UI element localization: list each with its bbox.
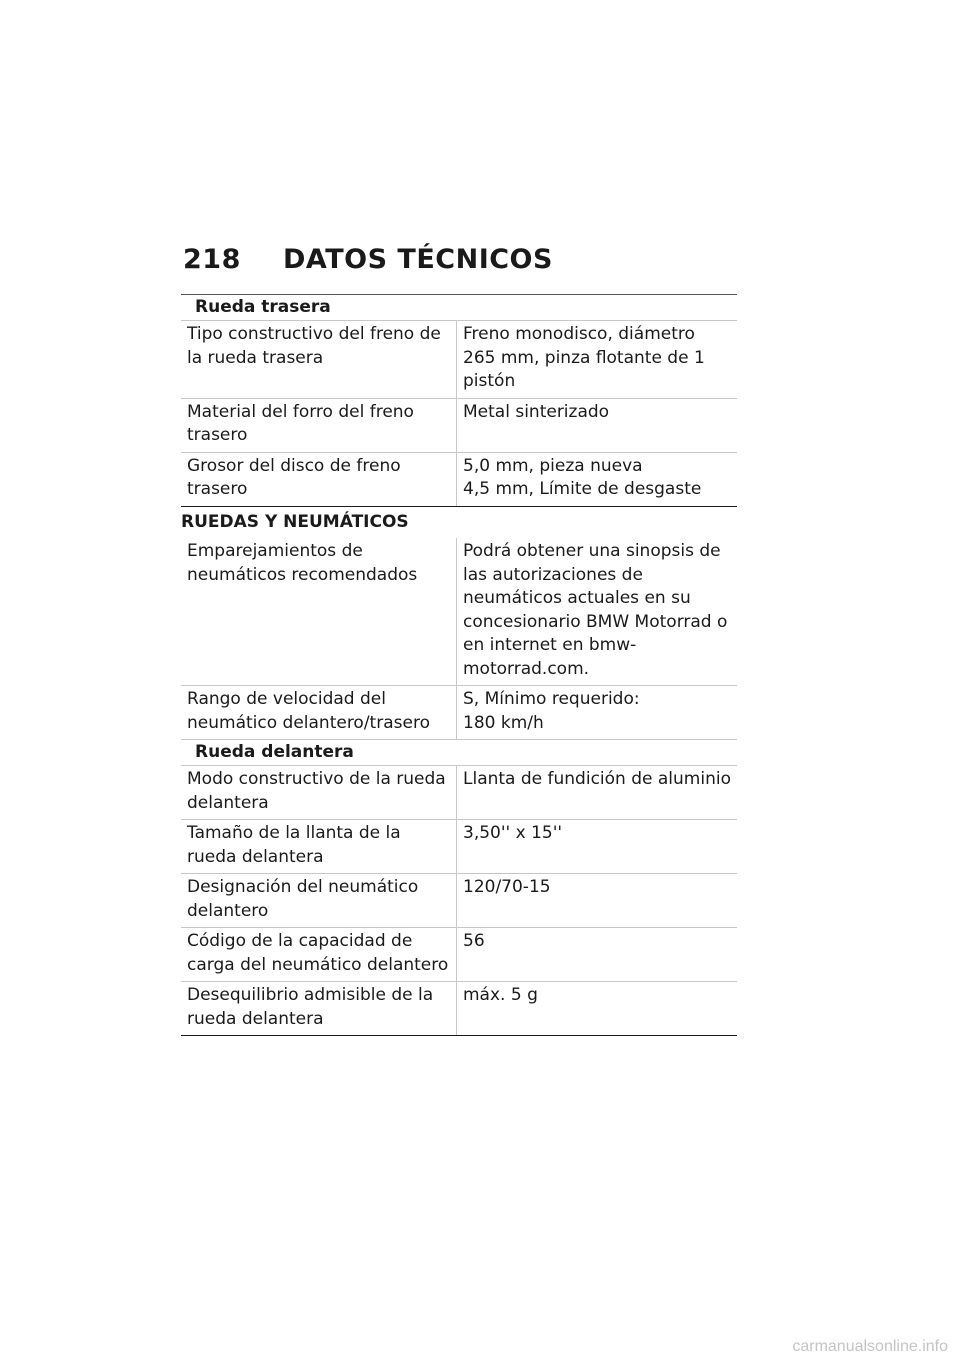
table-row xyxy=(181,538,737,686)
row-value: 56 xyxy=(463,931,485,951)
page-header xyxy=(183,244,553,275)
row-value: 120/70-15 xyxy=(463,877,551,897)
value-line: 180 km/h xyxy=(463,712,544,733)
wheels-tyres-table xyxy=(181,538,737,1036)
watermark: carmanualsonline.info xyxy=(792,1338,948,1355)
row-label: Designación del neumático delantero xyxy=(181,874,457,927)
table-row xyxy=(181,928,737,982)
table-row xyxy=(181,686,737,740)
row-value xyxy=(457,686,737,739)
row-label: Desequilibrio admisible de la rueda delantera xyxy=(181,982,457,1035)
row-label: Rango de velocidad del neumático delantero/trasero xyxy=(181,686,457,739)
row-label: Código de la capacidad de carga del neumático delantero xyxy=(181,928,457,981)
section-title: RUEDAS Y NEUMÁTICOS xyxy=(181,506,737,532)
row-label: Tamaño de la llanta de la rueda delantera xyxy=(181,820,457,873)
rear-wheel-table xyxy=(181,294,737,507)
value-line: 4,5 mm, Límite de desgaste xyxy=(463,479,702,499)
row-value xyxy=(457,453,737,506)
page-title: DATOS TÉCNICOS xyxy=(283,244,553,275)
table-subheading: Rueda trasera xyxy=(181,295,737,321)
row-value: Llanta de fundición de aluminio xyxy=(463,769,731,789)
row-label: Grosor del disco de freno trasero xyxy=(181,453,457,506)
value-line: 5,0 mm, pieza nueva xyxy=(463,455,643,476)
value-line: S, Mínimo requerido: xyxy=(463,689,640,709)
table-row xyxy=(181,321,737,399)
row-label: Modo constructivo de la rueda delantera xyxy=(181,766,457,819)
table-row xyxy=(181,453,737,507)
table-row xyxy=(181,820,737,874)
row-label: Material del forro del freno trasero xyxy=(181,399,457,452)
row-value: Freno monodisco, diámetro 265 mm, pinza flotante de 1 pistón xyxy=(463,324,705,391)
table-row xyxy=(181,874,737,928)
row-label: Emparejamientos de neumáticos recomendados xyxy=(181,538,457,685)
table-row xyxy=(181,399,737,453)
page-number: 218 xyxy=(183,244,241,275)
table-row xyxy=(181,982,737,1036)
row-value: Metal sinterizado xyxy=(463,401,610,422)
row-label: Tipo constructivo del freno de la rueda trasera xyxy=(181,321,457,398)
row-value: Podrá obtener una sinopsis de las autorizaciones de neumáticos actuales en su concesionario BMW Motorrad o en internet en bmw-motorrad.com. xyxy=(463,541,728,679)
row-value: máx. 5 g xyxy=(463,985,538,1005)
table-subheading: Rueda delantera xyxy=(181,740,737,766)
table-row xyxy=(181,766,737,820)
row-value: 3,50'' x 15'' xyxy=(463,823,563,843)
